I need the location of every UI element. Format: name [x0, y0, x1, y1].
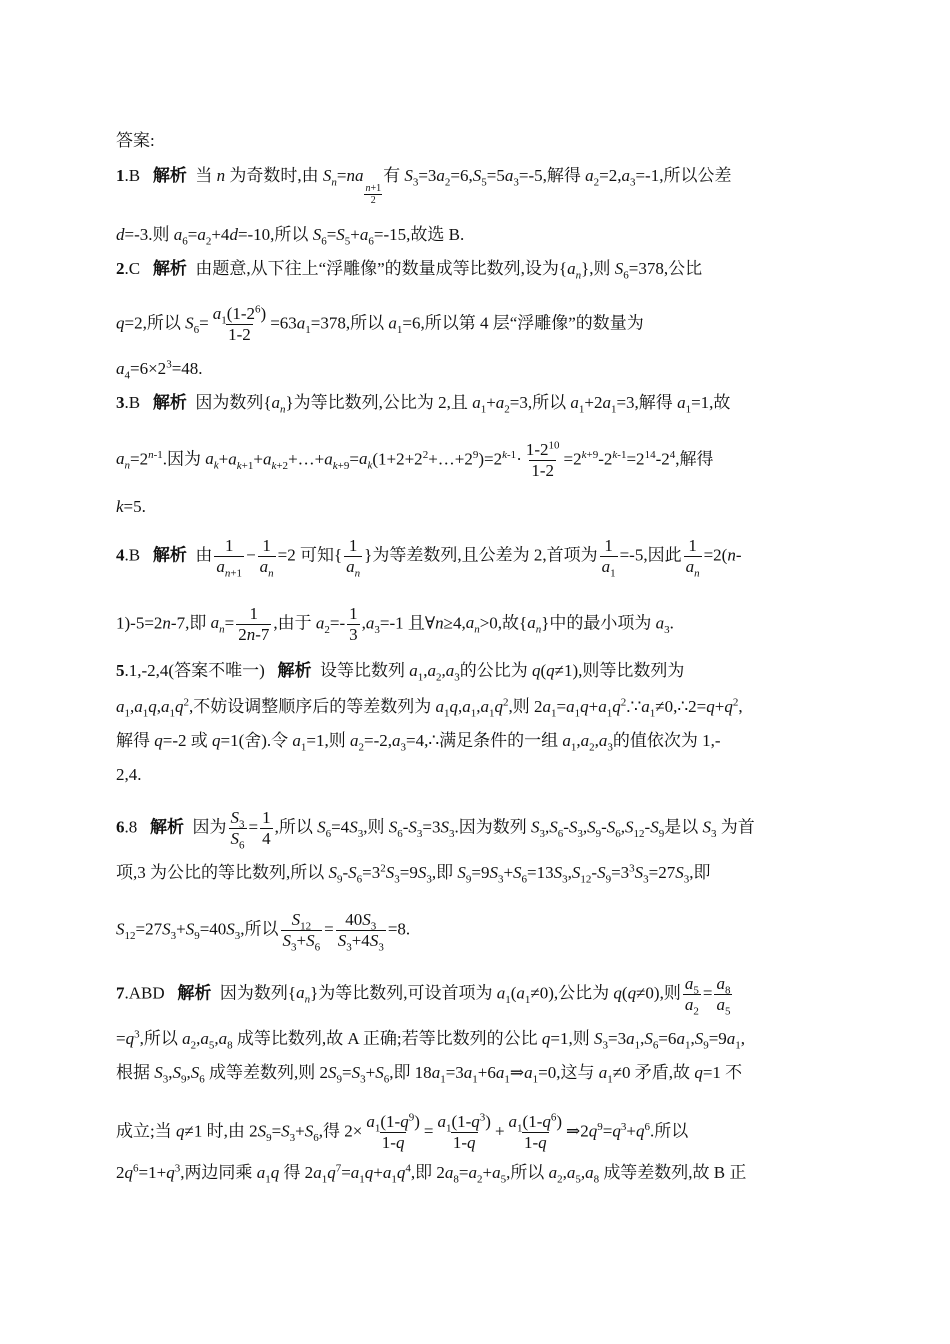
answer-6-line-1: 6.8 解析 因为 $\frac{S_3}{S_6}$ = $\frac{1}{4}$ ,所以 $S_6=4S_3$,则 $S_6-S_3=3S_3$.因为数列 $S_3,S_6-S_3,S_9-S_6,S_{12}-S_9$是以 $S_3$ 为首 — [116, 808, 755, 852]
answer-2-line-3: $a_4=6\times 2^3=48$. — [116, 358, 203, 382]
page-heading: 答案: — [116, 131, 155, 150]
answer-5-line-2: $a_1,a_1q,a_1q^2$,不妨设调整顺序后的等差数列为 $a_1q,a_1,a_1q^2$,则 $2a_1=a_1q+a_1q^2.\because a_1\ne 0,\therefore 2=q+q^2$, — [116, 696, 743, 720]
answer-3-line-1: 3.B 解析 因为数列$\{a_n\}$为等比数列,公比为 2,且 $a_1+a_2=3$,所以 $a_1+2a_1=3$,解得 $a_1=1$,故 — [116, 393, 731, 416]
answer-1-line-2: d=-3.则 $a_6=a_2+4d=-10$,所以 $S_6=S_5+a_6=-15$,故选 B. — [116, 225, 465, 248]
answer-3-line-2: $a_n=2^{n-1}$.因为 $a_k+a_{k+1}+a_{k+2}+\dots+a_{k+9}=a_k(1+2+2^2+\dots+2^9)=2^{k-1}\cdot$ $\frac{1-2^{10}}{1-2}$ $=2^{k+9}-2^{k-1}=2^{14}-2^4$,解得 — [116, 439, 714, 480]
answer-1-line-1: 1.B 解析 当 n 为奇数时,由 $S_n=na$ $\frac{n+1}{2}$ 有 $S_3=3a_2=6,S_5=5a_3=-5$,解得 $a_2=2,a_3=-1$,所以公差 — [116, 166, 732, 206]
answer-7-line-5: $2q^6=1+q^3$,两边同乘 $a_1q$ 得 $2a_1q^7=a_1q+a_1q^4$,即 $2a_8=a_2+a_5$,所以 $a_2,a_5,a_8$ 成等差数列,故 B 正 — [116, 1162, 747, 1186]
answer-5-line-3: 解得 q=-2 或 q=1(舍).令 $a_1=1$,则 $a_2=-2,a_3=4,\therefore$满足条件的一组 $a_1,a_2,a_3$的值依次为 1,- — [116, 731, 721, 754]
answer-4-line-1: 4.B 解析 由 $\frac{1}{a_{n+1}}$ − $\frac{1}{a_n}$ =2 可知{ $\frac{1}{a_n}$ }为等差数列,且公差为 2,首项为 $\frac{1}{a_1}$ =-5,因此 $\frac{1}{a_n}$ =2(n- — [116, 536, 742, 580]
answer-2-line-1: 2.C 解析 由题意,从下往上“浮雕像”的数量成等比数列,设为$\{a_n\}$,则 $S_6=378$,公比 — [116, 259, 703, 282]
answer-5-line-4: 2,4. — [116, 765, 142, 784]
answer-6-line-2: 项,3 为公比的等比数列,所以 $S_9-S_6=3^2S_3=9S_3$,即 $S_9=9S_3+S_6=13S_3,S_{12}-S_9=3^3S_3=27S_3$,即 — [116, 862, 711, 886]
answer-7-line-1: 7.ABD 解析 因为数列$\{a_n\}$为等比数列,可设首项为 $a_1(a_1\ne 0)$,公比为 q(q≠0),则 $\frac{a_5}{a_2}$ = $\frac{a_8}{a_5}$ — [116, 974, 731, 1018]
answer-6-line-3: $S_{12}=27S_3+S_9=40S_3$,所以 $\frac{S_{12}}{S_3+S_6}$ = $\frac{40S_3}{S_3+4S_3}$ =8. — [116, 910, 411, 954]
answer-7-line-2: $=q^3$,所以 $a_2,a_5,a_8$ 成等比数列,故 A 正确;若等比数列的公比 q=1,则 $S_3=3a_1,S_6=6a_1,S_9=9a_1$, — [116, 1028, 746, 1052]
answer-7-line-4: 成立;当 q≠1 时,由 $2S_9=S_3+S_6$,得 2× $\frac{a_1(1-q^9)}{1-q}$ = $\frac{a_1(1-q^3)}{1-q}$ + $\frac{a_1(1-q^6)}{1-q}$ $\Rightarrow 2q^9=q^3+q^6$.所以 — [116, 1111, 689, 1152]
answer-3-line-3: k=5. — [116, 497, 146, 516]
answer-5-line-1: 5.1,-2,4(答案不唯一) 解析 设等比数列 $a_1,a_2,a_3$的公比为 q(q≠1),则等比数列为 — [116, 661, 685, 684]
answer-2-line-2: q=2,所以 $S_6=$ $\frac{a_1(1-2^6)}{1-2}$ $=63a_1=378$,所以 $a_1=6$,所以第 4 层“浮雕像”的数量为 — [116, 303, 644, 344]
answer-4-line-2: 1)-5=2n-7,即 $a_n=$ $\frac{1}{2n-7}$ ,由于 $a_2=-$ $\frac{1}{3}$ $,a_3=-1$ 且$\forall n\ge 4,a_n>0$,故$\{a_n\}$中的最小项为 $a_3$. — [116, 604, 674, 644]
answer-7-line-3: 根据 $S_3,S_9,S_6$ 成等差数列,则 $2S_9=S_3+S_6$,即 $18a_1=3a_1+6a_1\Rightarrow a_1=0$,这与 $a_1\ne 0$ 矛盾,故 q=1 不 — [116, 1063, 743, 1086]
